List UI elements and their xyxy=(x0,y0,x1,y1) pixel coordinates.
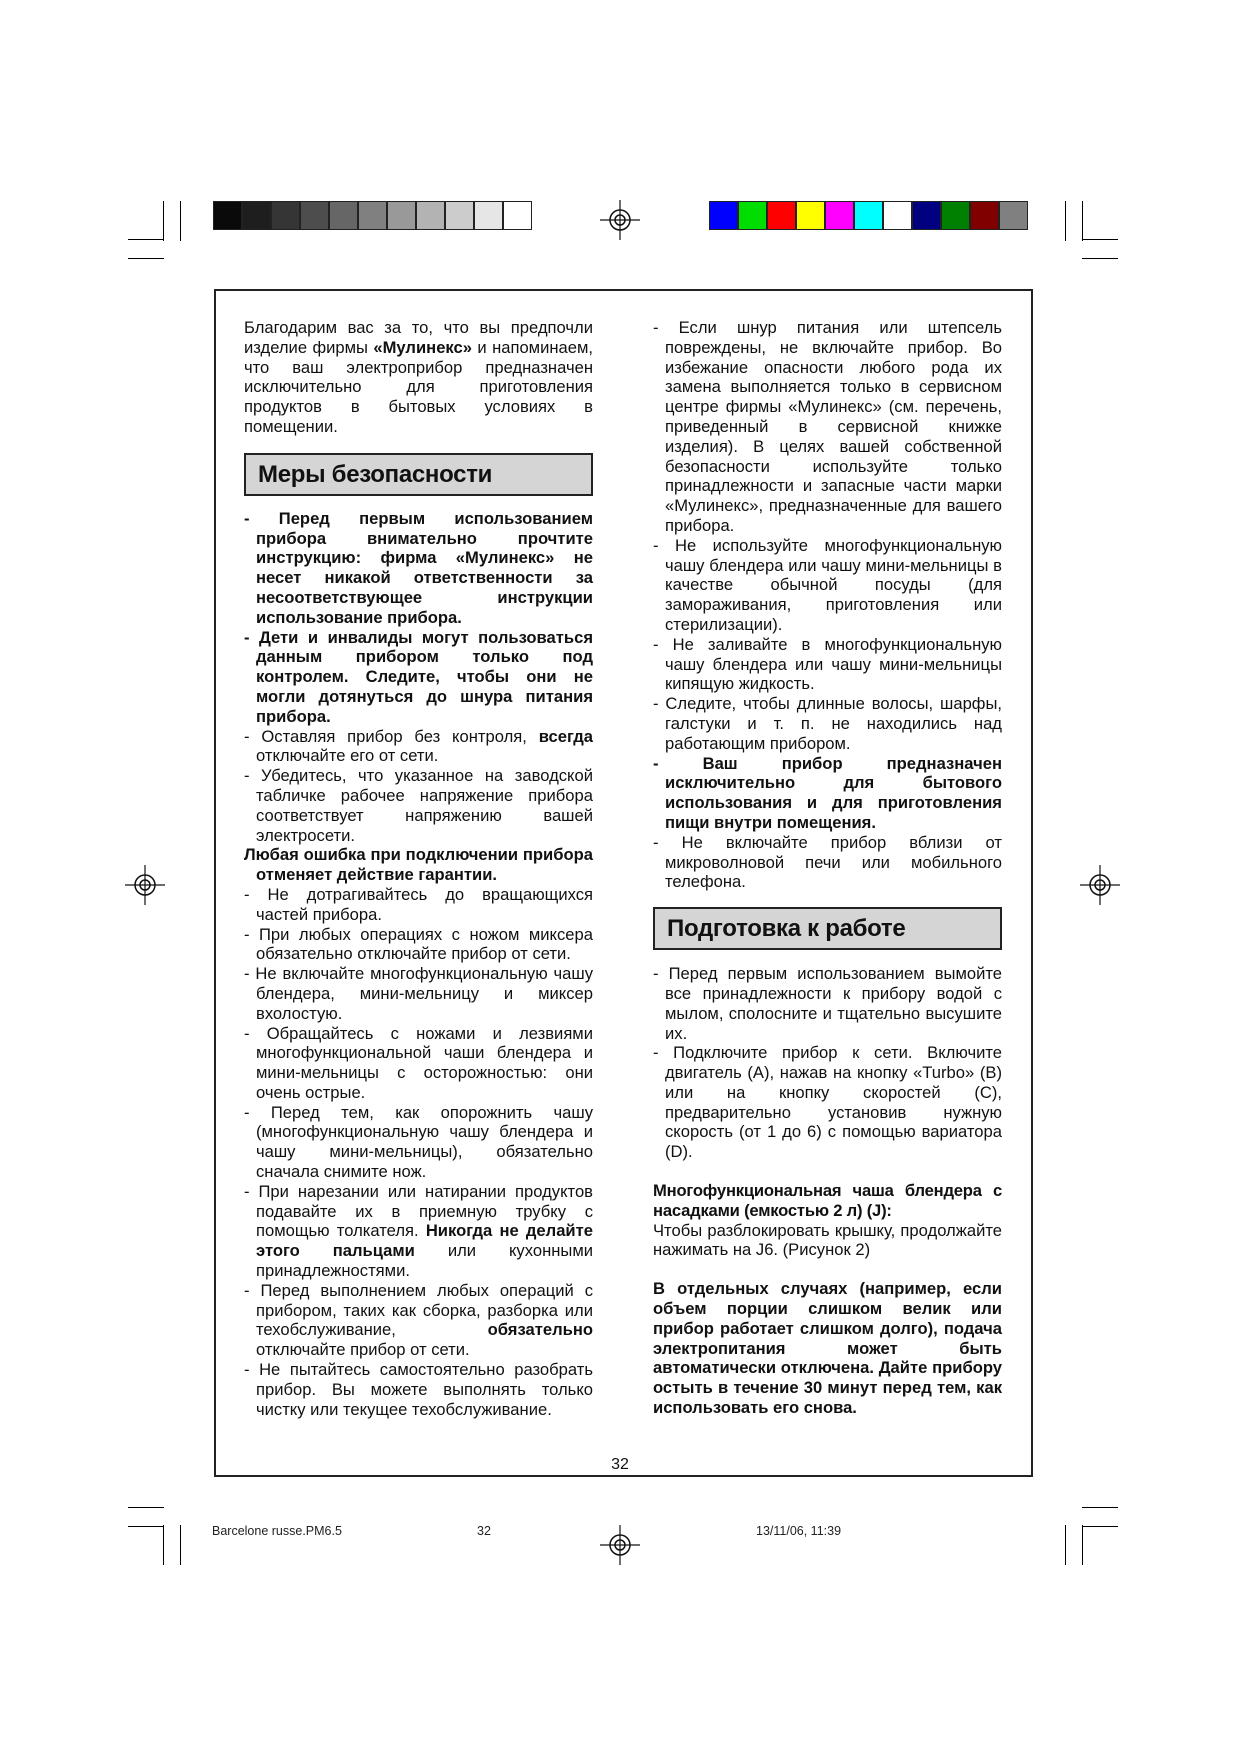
list-item: - Перед выполнением любых операций с прибором, таких как сборка, разборка или техобслуживание, обязательно отключайте прибор от сети. xyxy=(244,1280,593,1360)
list-item: - Не используйте многофункциональную чашу блендера или чашу мини-мельницы в качестве обычной посуды (для замораживания, приготовления или стерилизации). xyxy=(653,535,1002,634)
list-item: - Оставляя прибор без контроля, всегда отключайте его от сети. xyxy=(244,726,593,766)
list-item: - Ваш прибор предназначен исключительно для бытового использования и для приготовления пищи внутри помещения. xyxy=(653,753,1002,832)
gray-swatch xyxy=(503,201,532,230)
footer-datetime: 13/11/06, 11:39 xyxy=(756,1524,842,1538)
intro-paragraph: Благодарим вас за то, что вы предпочли изделие фирмы «Мулинекс» и напоминаем, что ваш электроприбор предназначен исключительно для приготовления продуктов в бытовых условиях в помещении. xyxy=(244,318,593,436)
gray-swatch xyxy=(358,201,387,230)
color-swatch xyxy=(854,201,883,230)
left-column xyxy=(244,318,593,1419)
preparation-heading: Подготовка к работе xyxy=(653,907,1002,950)
list-item: - Не включайте многофункциональную чашу блендера, мини-мельницу и миксер вхолостую. xyxy=(244,964,593,1023)
color-swatch xyxy=(883,201,912,230)
list-item: - Перед первым использованием вымойте все принадлежности к прибору водой с мылом, сполосните и тщательно высушите их. xyxy=(653,964,1002,1043)
gray-swatch xyxy=(300,201,329,230)
gray-swatch xyxy=(416,201,445,230)
registration-mark-right-icon xyxy=(1080,865,1120,905)
list-item: - Перед первым использованием прибора внимательно прочтите инструкцию: фирма «Мулинекс» не несет никакой ответственности за несоответствующее инструкции использование прибора. xyxy=(244,508,593,627)
footer-file: Barcelone russe.PM6.5 xyxy=(212,1524,342,1538)
footer-page: 32 xyxy=(477,1524,491,1538)
color-swatch xyxy=(709,201,738,230)
list-item: - При нарезании или натирании продуктов подавайте их в приемную трубку с помощью толкателя. Никогда не делайте этого пальцами или кухонными принадлежностями. xyxy=(244,1181,593,1281)
list-item: - При любых операциях с ножом миксера обязательно отключайте прибор от сети. xyxy=(244,924,593,964)
gray-swatch xyxy=(474,201,503,230)
list-item: - Дети и инвалиды могут пользоваться данным прибором только под контролем. Следите, чтобы они не могли дотянуться до шнура питания прибора. xyxy=(244,627,593,726)
page-number: 32 xyxy=(611,1456,629,1473)
gray-swatch xyxy=(271,201,300,230)
list-item: - Не пытайтесь самостоятельно разобрать прибор. Вы можете выполнять только чистку или текущее техобслуживание. xyxy=(244,1360,593,1419)
gray-swatch xyxy=(387,201,416,230)
color-swatch xyxy=(796,201,825,230)
color-swatch xyxy=(825,201,854,230)
color-swatch xyxy=(970,201,999,230)
registration-mark-top-icon xyxy=(600,200,640,240)
color-swatch xyxy=(738,201,767,230)
color-swatch xyxy=(912,201,941,230)
list-item: Любая ошибка при подключении прибора отменяет действие гарантии. xyxy=(244,845,593,885)
list-item: - Если шнур питания или штепсель повреждены, не включайте прибор. Во избежание опасности любого рода их замена выполняется только в сервисном центре фирмы «Мулинекс» (см. перечень, приведенный в сервисной книжке изделия). В целях вашей собственной безопасности используйте только принадлежности и запасные части марки «Мулинекс», предназначенные для вашего прибора. xyxy=(653,318,1002,535)
list-item: - Убедитесь, что указанное на заводской табличке рабочее напряжение прибора соответствует напряжению вашей электросети. xyxy=(244,766,593,845)
color-swatch xyxy=(941,201,970,230)
list-item: - Подключите прибор к сети. Включите двигатель (A), нажав на кнопку «Turbo» (B) или на кнопку скоростей (C), предварительно установив нужную скорость (от 1 до 6) с помощью вариатора (D). xyxy=(653,1043,1002,1162)
registration-mark-bottom-icon xyxy=(600,1525,640,1565)
bowl-text: Чтобы разблокировать крышку, продолжайте нажимать на J6. (Рисунок 2) xyxy=(653,1220,1002,1260)
list-item: - Следите, чтобы длинные волосы, шарфы, галстуки и т. п. не находились над работающим прибором. xyxy=(653,694,1002,753)
color-swatch xyxy=(767,201,796,230)
right-column xyxy=(653,318,1002,1418)
gray-swatch xyxy=(329,201,358,230)
bowl-title: Многофункциональная чаша блендера с насадками (емкостью 2 л) (J): xyxy=(653,1181,1002,1220)
safety-list-continued xyxy=(653,318,1002,892)
safety-list xyxy=(244,509,593,1420)
preparation-list xyxy=(653,964,1002,1162)
list-item: - Не включайте прибор вблизи от микроволновой печи или мобильного телефона. xyxy=(653,832,1002,892)
gray-swatch xyxy=(445,201,474,230)
registration-mark-left-icon xyxy=(125,865,165,905)
list-item: - Обращайтесь с ножами и лезвиями многофункциональной чаши блендера и мини-мельницы с осторожностью: они очень острые. xyxy=(244,1023,593,1102)
overheat-warning: В отдельных случаях (например, если объем порции слишком велик или прибор работает слишком долго), подача электропитания может быть автоматически отключена. Дайте прибору остыть в течение 30 минут перед тем, как использовать его снова. xyxy=(653,1279,1002,1418)
safety-heading: Меры безопасности xyxy=(244,453,593,496)
gray-swatch xyxy=(242,201,271,230)
gray-swatch xyxy=(213,201,242,230)
color-swatch xyxy=(999,201,1028,230)
list-item: - Не заливайте в многофункциональную чашу блендера или чашу мини-мельницы кипящую жидкость. xyxy=(653,634,1002,694)
list-item: - Не дотрагивайтесь до вращающихся частей прибора. xyxy=(244,884,593,924)
list-item: - Перед тем, как опорожнить чашу (многофункциональную чашу блендера и чашу мини-мельницы), обязательно сначала снимите нож. xyxy=(244,1102,593,1182)
